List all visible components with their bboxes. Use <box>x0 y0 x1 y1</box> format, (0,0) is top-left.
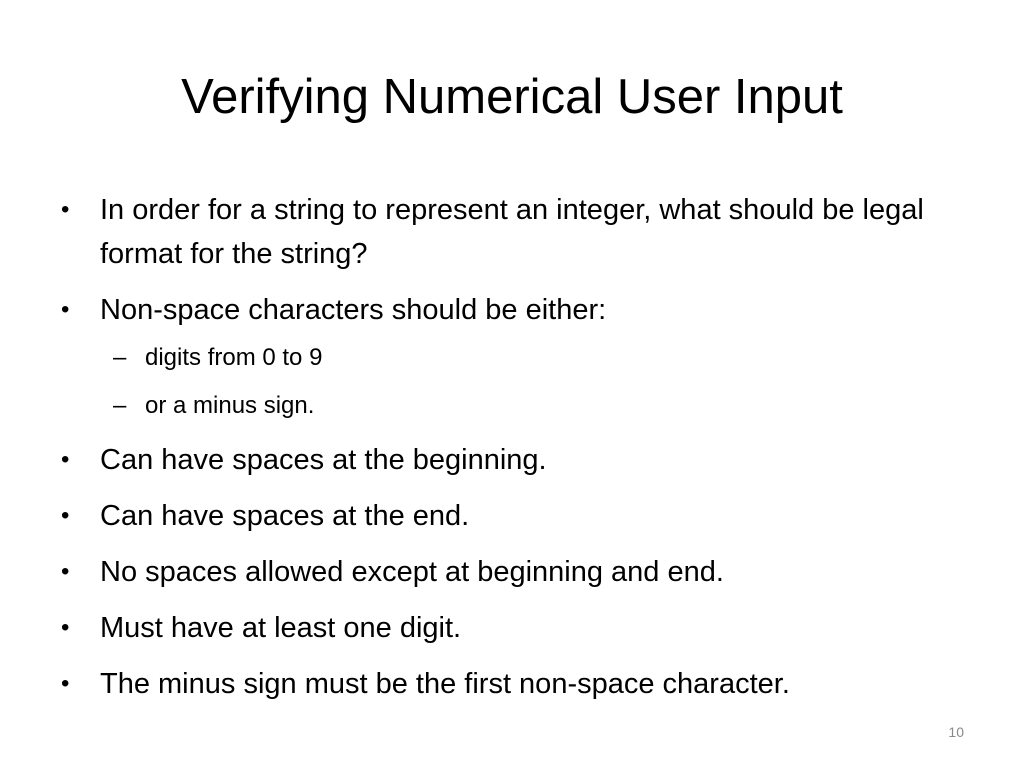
bullet-item <box>55 438 975 482</box>
bullet-text: Must have at least one digit. <box>100 612 462 644</box>
bullet-item <box>55 288 975 332</box>
bullet-marker: • <box>61 296 70 323</box>
bullet-item <box>55 606 975 650</box>
bullet-marker: • <box>61 670 70 697</box>
sub-bullet-text: digits from 0 to 9 <box>145 344 323 371</box>
bullet-item <box>55 662 975 706</box>
sub-bullet-item <box>55 388 975 424</box>
bullet-text: Can have spaces at the beginning. <box>100 444 547 476</box>
bullet-item <box>55 188 975 276</box>
bullet-marker: • <box>61 558 70 585</box>
sub-bullet-list <box>55 340 975 424</box>
bullet-marker: • <box>61 196 70 223</box>
bullet-item <box>55 550 975 594</box>
bullet-text: The minus sign must be the first non-space character. <box>100 668 790 700</box>
bullet-marker: • <box>61 502 70 529</box>
bullet-list <box>55 188 975 718</box>
bullet-marker: • <box>61 446 70 473</box>
bullet-marker: • <box>61 614 70 641</box>
bullet-text: Non-space characters should be either: <box>100 294 607 326</box>
sub-bullet-item <box>55 340 975 376</box>
sub-bullet-marker: – <box>113 344 127 371</box>
bullet-text: In order for a string to represent an integer, what should be legal format for the string? <box>100 194 924 270</box>
bullet-text: No spaces allowed except at beginning and end. <box>100 556 724 588</box>
page-number: 10 <box>948 724 964 740</box>
sub-bullet-marker: – <box>113 392 127 419</box>
bullet-text: Can have spaces at the end. <box>100 500 470 532</box>
slide-title: Verifying Numerical User Input <box>181 70 843 124</box>
sub-bullet-text: or a minus sign. <box>145 392 315 419</box>
bullet-item <box>55 494 975 538</box>
